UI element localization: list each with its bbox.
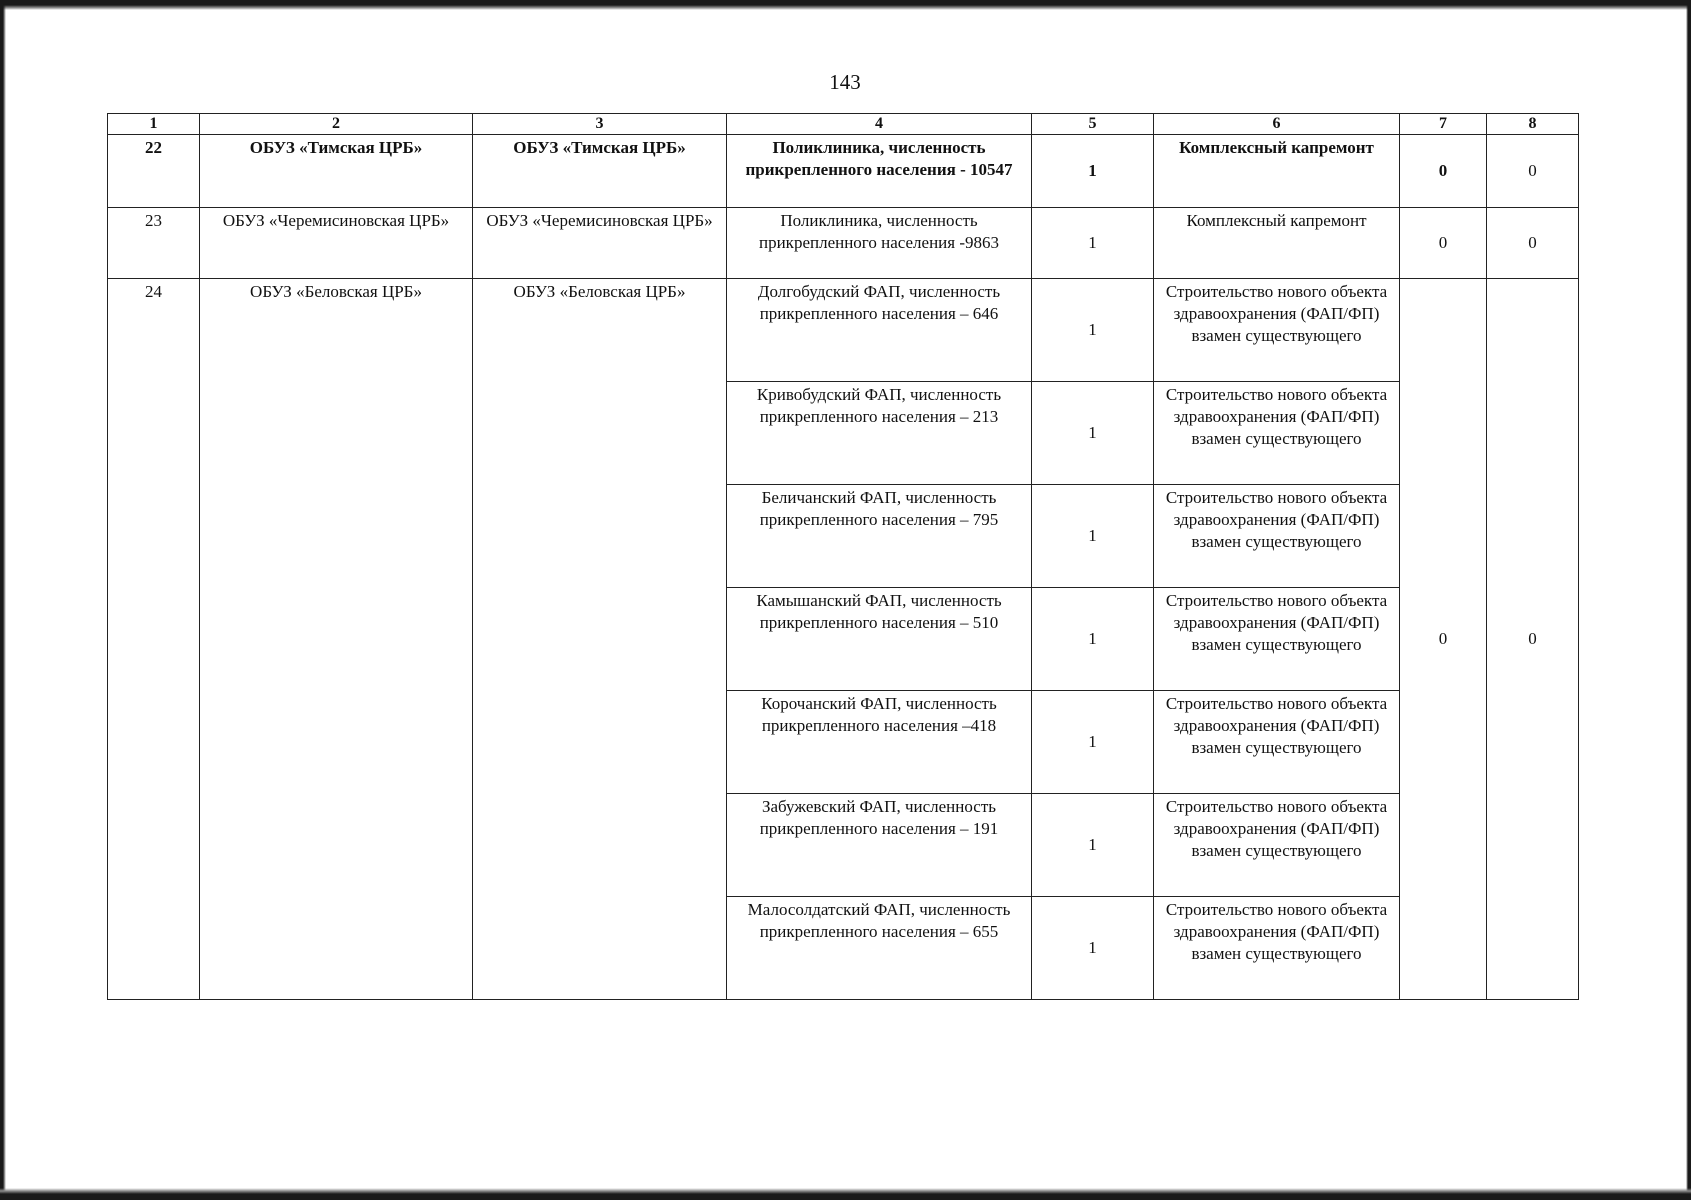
work-type-cell: Строительство нового объекта здравоохранения (ФАП/ФП) взамен существующего: [1154, 485, 1400, 588]
quantity-cell: 1: [1032, 794, 1154, 897]
organization-cell: ОБУЗ «Черемисиновская ЦРБ»: [200, 208, 473, 279]
row-number: 23: [108, 208, 200, 279]
header-cell: 7: [1400, 114, 1487, 135]
header-cell: 3: [473, 114, 727, 135]
column-7-value: 0: [1400, 208, 1487, 279]
object-cell: Поликлиника, численность прикрепленного населения -9863: [727, 208, 1032, 279]
work-type-cell: Строительство нового объекта здравоохранения (ФАП/ФП) взамен существующего: [1154, 794, 1400, 897]
work-type-cell: Комплексный капремонт: [1154, 208, 1400, 279]
header-cell: 1: [108, 114, 200, 135]
quantity-cell: 1: [1032, 135, 1154, 208]
organization-cell: ОБУЗ «Черемисиновская ЦРБ»: [473, 208, 727, 279]
page-number: 143: [829, 70, 861, 94]
header-cell: 4: [727, 114, 1032, 135]
quantity-cell: 1: [1032, 208, 1154, 279]
work-type-cell: Строительство нового объекта здравоохранения (ФАП/ФП) взамен существующего: [1154, 279, 1400, 382]
column-7-value: 0: [1400, 279, 1487, 1000]
column-8-value: 0: [1487, 135, 1579, 208]
table-row: [108, 208, 1579, 279]
scan-border-bottom: [0, 1188, 1691, 1200]
work-type-cell: Строительство нового объекта здравоохранения (ФАП/ФП) взамен существующего: [1154, 897, 1400, 1000]
object-cell: Камышанский ФАП, численность прикрепленного населения – 510: [727, 588, 1032, 691]
column-8-value: 0: [1487, 279, 1579, 1000]
header-cell: 2: [200, 114, 473, 135]
scan-border-top: [0, 0, 1691, 10]
column-8-value: 0: [1487, 208, 1579, 279]
object-cell: Малосолдатский ФАП, численность прикрепленного населения – 655: [727, 897, 1032, 1000]
organization-cell: ОБУЗ «Беловская ЦРБ»: [473, 279, 727, 1000]
row-number: 24: [108, 279, 200, 1000]
quantity-cell: 1: [1032, 382, 1154, 485]
scan-border-right: [1686, 0, 1691, 1200]
quantity-cell: 1: [1032, 485, 1154, 588]
scan-border-left: [0, 0, 6, 1200]
quantity-cell: 1: [1032, 897, 1154, 1000]
work-type-cell: Комплексный капремонт: [1154, 135, 1400, 208]
organization-cell: ОБУЗ «Беловская ЦРБ»: [200, 279, 473, 1000]
organization-cell: ОБУЗ «Тимская ЦРБ»: [473, 135, 727, 208]
object-cell: Долгобудский ФАП, численность прикрепленного населения – 646: [727, 279, 1032, 382]
quantity-cell: 1: [1032, 691, 1154, 794]
work-type-cell: Строительство нового объекта здравоохранения (ФАП/ФП) взамен существующего: [1154, 382, 1400, 485]
work-type-cell: Строительство нового объекта здравоохранения (ФАП/ФП) взамен существующего: [1154, 588, 1400, 691]
column-7-value: 0: [1400, 135, 1487, 208]
facilities-table: [107, 113, 1579, 1000]
object-cell: Беличанский ФАП, численность прикрепленного населения – 795: [727, 485, 1032, 588]
quantity-cell: 1: [1032, 588, 1154, 691]
object-cell: Поликлиника, численность прикрепленного населения - 10547: [727, 135, 1032, 208]
object-cell: Корочанский ФАП, численность прикрепленного населения –418: [727, 691, 1032, 794]
header-cell: 5: [1032, 114, 1154, 135]
organization-cell: ОБУЗ «Тимская ЦРБ»: [200, 135, 473, 208]
header-cell: 8: [1487, 114, 1579, 135]
row-number: 22: [108, 135, 200, 208]
object-cell: Забужевский ФАП, численность прикрепленного населения – 191: [727, 794, 1032, 897]
table-header-row: [108, 114, 1579, 135]
object-cell: Кривобудский ФАП, численность прикрепленного населения – 213: [727, 382, 1032, 485]
work-type-cell: Строительство нового объекта здравоохранения (ФАП/ФП) взамен существующего: [1154, 691, 1400, 794]
quantity-cell: 1: [1032, 279, 1154, 382]
table-row: [108, 135, 1579, 208]
header-cell: 6: [1154, 114, 1400, 135]
table-row: [108, 279, 1579, 382]
